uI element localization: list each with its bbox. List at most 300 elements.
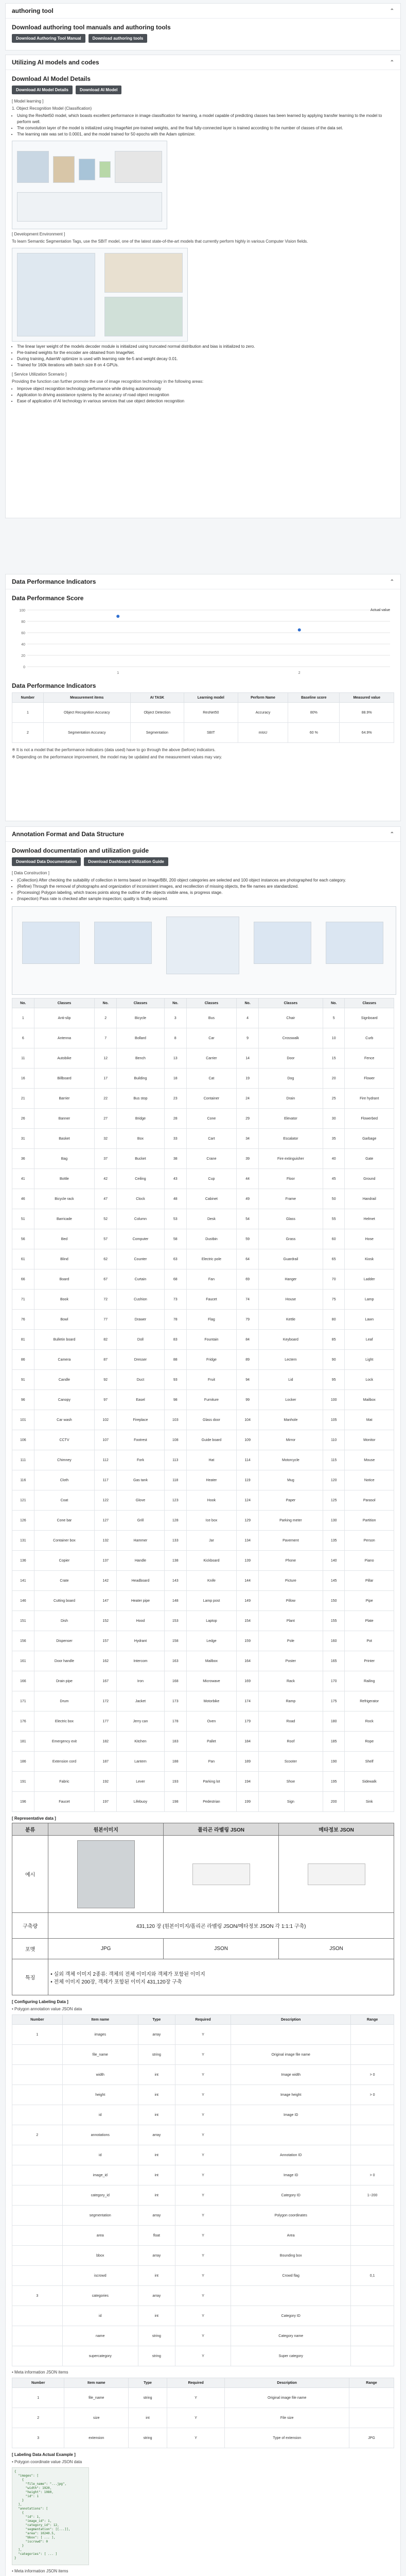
table-cell: 119	[237, 1470, 259, 1490]
table-cell: 102	[95, 1410, 117, 1430]
download-tool-button[interactable]: Download authoring tools	[89, 34, 148, 43]
table-cell: Building	[116, 1069, 164, 1089]
service-head: [ Service Utilization Scenario ]	[12, 372, 67, 377]
table-cell: Bus stop	[116, 1089, 164, 1109]
table-cell: 1~200	[351, 2185, 394, 2206]
table-cell: 2	[12, 2125, 63, 2145]
authoring-tool-header[interactable]	[6, 4, 400, 19]
chevron-up-icon[interactable]: ⌃	[390, 59, 394, 65]
data-point[interactable]	[116, 615, 119, 618]
table-cell: Y	[175, 2105, 231, 2125]
table-cell: Doll	[116, 1330, 164, 1350]
table-cell	[12, 2145, 63, 2165]
table-cell: 58	[164, 1229, 186, 1249]
table-cell: 88	[164, 1350, 186, 1370]
y-tick-label: 80	[21, 620, 25, 624]
download-model-details-button[interactable]: Download AI Model Details	[12, 86, 73, 94]
table-cell: 60 %	[288, 723, 340, 743]
table-cell: 84	[237, 1330, 259, 1350]
amount-value: 431,120 장 (원본이미지/폴리곤 라벨링 JSON/메타정보 JSON 각 1:1:1 구축)	[48, 1913, 394, 1939]
table-cell: 93	[164, 1370, 186, 1390]
table-cell: 54	[237, 1209, 259, 1229]
polygon-row	[12, 2105, 394, 2125]
original-image	[48, 1836, 164, 1913]
table-cell: image_id	[62, 2165, 138, 2185]
table-cell: Kiosk	[345, 1249, 394, 1269]
table-cell: Cart	[186, 1129, 237, 1149]
table-cell: Crate	[34, 1571, 95, 1591]
table-cell: 187	[95, 1752, 117, 1772]
table-cell: Kettle	[258, 1310, 323, 1330]
table-cell: Carrier	[186, 1048, 237, 1069]
table-cell: Mouse	[345, 1450, 394, 1470]
table-cell: Y	[167, 2428, 225, 2448]
class-row	[12, 1149, 394, 1169]
table-cell: Parasol	[345, 1490, 394, 1511]
table-cell: 172	[95, 1691, 117, 1711]
table-cell	[351, 2125, 394, 2145]
table-cell: Roof	[258, 1732, 323, 1752]
table-cell: 189	[237, 1752, 259, 1772]
table-cell: mIoU	[238, 723, 288, 743]
meta-row	[12, 2428, 394, 2448]
table-cell: 51	[12, 1209, 34, 1229]
table-cell: Door handle	[34, 1651, 95, 1671]
table-cell: 184	[237, 1732, 259, 1752]
table-cell: Flowerbed	[345, 1109, 394, 1129]
table-cell: Oven	[186, 1711, 237, 1732]
polygon-row	[12, 2065, 394, 2085]
table-cell: 9	[237, 1028, 259, 1048]
table-cell: Pedestrian	[186, 1792, 237, 1812]
table-cell	[351, 2025, 394, 2045]
table-cell: 140	[323, 1551, 345, 1571]
table-cell: 79	[237, 1310, 259, 1330]
table-cell: 36	[12, 1149, 34, 1169]
class-row	[12, 1370, 394, 1390]
table-cell: 14	[237, 1048, 259, 1069]
table-cell: Grass	[258, 1229, 323, 1249]
table-cell: 181	[12, 1732, 34, 1752]
table-header-cell: Number	[12, 693, 44, 703]
table-cell: 35	[323, 1129, 345, 1149]
table-cell: 170	[323, 1671, 345, 1691]
table-cell: Dish	[34, 1611, 95, 1631]
table-cell: 18	[164, 1069, 186, 1089]
table-cell: 200	[323, 1792, 345, 1812]
table-cell: 6	[12, 1028, 34, 1048]
class-row	[12, 1249, 394, 1269]
table-cell: JPG	[349, 2428, 394, 2448]
table-cell: category_id	[62, 2185, 138, 2206]
table-header-cell: Number	[12, 2378, 64, 2388]
class-row	[12, 1772, 394, 1792]
data-point[interactable]	[298, 629, 301, 632]
class-row	[12, 1511, 394, 1531]
table-cell: 63	[164, 1249, 186, 1269]
table-cell: array	[138, 2286, 175, 2306]
table-cell: 1	[12, 2025, 63, 2045]
table-cell: Pan	[186, 1752, 237, 1772]
table-cell: Container box	[34, 1531, 95, 1551]
table-cell: 1	[12, 2388, 64, 2408]
table-cell: Y	[175, 2266, 231, 2286]
table-cell: Motorbike	[186, 1691, 237, 1711]
score-title: Data Performance Score	[12, 595, 84, 602]
table-cell: Dresser	[116, 1350, 164, 1370]
table-cell: Sign	[258, 1792, 323, 1812]
table-cell: Lock	[345, 1370, 394, 1390]
labeling-head: [ Configuring Labeling Data ]	[12, 1999, 68, 2004]
chevron-up-icon[interactable]: ⌃	[390, 579, 394, 585]
annotation-format-header[interactable]	[6, 827, 400, 842]
meta-json-preview	[279, 1836, 394, 1913]
table-cell: 155	[323, 1611, 345, 1631]
table-cell: 173	[164, 1691, 186, 1711]
table-cell: CCTV	[34, 1430, 95, 1450]
table-cell	[12, 2165, 63, 2185]
table-cell	[351, 2326, 394, 2346]
table-cell	[12, 2226, 63, 2246]
table-cell: Container	[186, 1089, 237, 1109]
table-cell: Sink	[345, 1792, 394, 1812]
amount-label: 구축량	[12, 1913, 48, 1939]
y-tick-label: 0	[23, 666, 25, 669]
table-cell: 67	[95, 1269, 117, 1290]
table-cell: Dustbin	[186, 1229, 237, 1249]
perf-note: ※ Depending on the performance improvement, the model may be updated and the measurement values may vary.	[12, 755, 222, 759]
table-cell: Bucket	[116, 1149, 164, 1169]
class-row	[12, 1350, 394, 1370]
table-cell: Printer	[345, 1651, 394, 1671]
chevron-up-icon[interactable]: ⌃	[390, 831, 394, 837]
table-header-cell: Measured value	[340, 693, 394, 703]
table-cell: Fork	[116, 1450, 164, 1470]
table-cell: 46	[12, 1189, 34, 1209]
table-cell: Shoe	[258, 1772, 323, 1792]
polygon-json-preview	[164, 1836, 279, 1913]
table-cell: Annotation ID	[231, 2145, 351, 2165]
table-cell: 117	[95, 1470, 117, 1490]
table-cell: Microwave	[186, 1671, 237, 1691]
table-cell: Car wash	[34, 1410, 95, 1430]
tool-subtitle: Download authoring tool manuals and authoring tools	[12, 24, 171, 31]
table-cell: Poster	[258, 1651, 323, 1671]
table-cell: Iron	[116, 1671, 164, 1691]
table-cell: Counter	[116, 1249, 164, 1269]
table-cell: 136	[12, 1551, 34, 1571]
table-header-cell: Classes	[34, 998, 95, 1008]
ai-models-section	[5, 55, 401, 518]
table-cell: Rack	[258, 1671, 323, 1691]
meta-head: • Meta information JSON items	[12, 2370, 68, 2375]
table-cell: Garbage	[345, 1129, 394, 1149]
table-cell: Glass	[258, 1209, 323, 1229]
table-cell: 158	[164, 1631, 186, 1651]
list-item: • Improve object recognition technology performance while driving autonomously	[17, 386, 394, 392]
table-cell: 111	[12, 1450, 34, 1470]
dev-env-text: To learn Semantic Segmentation Tags, use the SBIT model, one of the latest state-of-the-art models that currently perform highly in various Computer Vision fields.	[12, 239, 308, 244]
class-row	[12, 1269, 394, 1290]
table-cell: 147	[95, 1591, 117, 1611]
table-cell: 152	[95, 1611, 117, 1631]
table-cell: Original image file name	[225, 2388, 349, 2408]
table-cell: 165	[323, 1651, 345, 1671]
table-cell: Polygon coordinates	[231, 2206, 351, 2226]
table-cell: 68	[164, 1269, 186, 1290]
chevron-up-icon[interactable]: ⌃	[390, 8, 394, 14]
table-cell: File size	[225, 2408, 349, 2428]
class-row	[12, 1571, 394, 1591]
table-header-cell: Classes	[345, 998, 394, 1008]
download-manual-button[interactable]: Download Authoring Tool Manual	[12, 34, 85, 43]
table-cell: Fridge	[186, 1350, 237, 1370]
table-cell: 28	[164, 1109, 186, 1129]
table-cell	[12, 2085, 63, 2105]
class-row	[12, 1410, 394, 1430]
table-cell: 77	[95, 1310, 117, 1330]
table-cell: Cabinet	[186, 1189, 237, 1209]
table-cell: Y	[175, 2226, 231, 2246]
service-bullets	[17, 386, 394, 404]
table-cell: 131	[12, 1531, 34, 1551]
class-row	[12, 1691, 394, 1711]
table-cell	[231, 2025, 351, 2045]
table-cell: Heater pipe	[116, 1591, 164, 1611]
table-cell: Floor	[258, 1169, 323, 1189]
table-cell: 33	[164, 1129, 186, 1149]
table-cell: 167	[95, 1671, 117, 1691]
table-cell: 194	[237, 1772, 259, 1792]
table-cell: 88.9%	[340, 703, 394, 723]
table-header-cell: Classes	[116, 998, 164, 1008]
table-header-cell: No.	[164, 998, 186, 1008]
polygon-row	[12, 2266, 394, 2286]
table-cell: 29	[237, 1109, 259, 1129]
download-documentation-button[interactable]: Download Data Documentation	[12, 857, 81, 866]
table-cell: Hose	[345, 1229, 394, 1249]
table-cell: 1	[12, 703, 44, 723]
table-cell: 154	[237, 1611, 259, 1631]
table-cell: 196	[12, 1792, 34, 1812]
table-cell: Knife	[186, 1571, 237, 1591]
table-header-cell: Type	[138, 2015, 175, 2025]
construction-bullets	[17, 877, 394, 902]
table-cell: 22	[95, 1089, 117, 1109]
table-cell: 4	[237, 1008, 259, 1028]
table-cell: 56	[12, 1229, 34, 1249]
table-cell: Glove	[116, 1490, 164, 1511]
table-cell: Autobike	[34, 1048, 95, 1069]
list-item: • (Processing) Polygon labeling, which traces points along the outline of the objects visible area, is progress stage.	[17, 890, 394, 896]
table-cell: Fruit	[186, 1370, 237, 1390]
polygon-row	[12, 2165, 394, 2185]
model-learning-head: [ Model learning ]	[12, 99, 44, 104]
table-cell: Pipe	[345, 1591, 394, 1611]
class-row	[12, 1169, 394, 1189]
table-cell: Helmet	[345, 1209, 394, 1229]
format-orig: JPG	[48, 1939, 164, 1959]
table-cell	[231, 2286, 351, 2306]
table-cell	[351, 2226, 394, 2246]
table-cell	[351, 2246, 394, 2266]
table-cell: 137	[95, 1551, 117, 1571]
table-header-cell: Classes	[186, 998, 237, 1008]
structure-head: [ Labeling Data Actual Example ]	[12, 2452, 76, 2457]
ai-models-header[interactable]	[6, 55, 400, 70]
table-cell: Handle	[116, 1551, 164, 1571]
table-cell: 47	[95, 1189, 117, 1209]
table-cell: 25	[323, 1089, 345, 1109]
table-cell: 43	[164, 1169, 186, 1189]
table-cell: 195	[323, 1772, 345, 1792]
table-cell: Bicycle	[116, 1008, 164, 1028]
table-cell: Super category	[231, 2346, 351, 2366]
table-cell: Cone bar	[34, 1511, 95, 1531]
table-cell: string	[129, 2388, 167, 2408]
table-cell: 118	[164, 1470, 186, 1490]
class-row	[12, 1651, 394, 1671]
table-cell	[12, 2185, 63, 2206]
table-cell: Emergency exit	[34, 1732, 95, 1752]
table-cell: int	[138, 2145, 175, 2165]
model-architecture-diagram	[12, 141, 166, 228]
table-cell: 185	[323, 1732, 345, 1752]
table-cell: Image height	[231, 2085, 351, 2105]
table-cell: 157	[95, 1631, 117, 1651]
feature-value: • 실외 객체 이미지 2종류: 객체의 전체 이미지와 객체가 포함된 이미지 • 전체 이미지 200장, 객체가 포함된 이미지 431,120장 구축	[48, 1959, 394, 1995]
table-cell: Copier	[34, 1551, 95, 1571]
list-item: • The linear layer weight of the models decoder module is initialized using truncated normal distribution and bias is initialized to zero.	[17, 344, 394, 350]
example-label: 예시	[12, 1836, 48, 1913]
table-cell: Camera	[34, 1350, 95, 1370]
table-cell: Hook	[186, 1490, 237, 1511]
table-header-cell: Classes	[258, 998, 323, 1008]
table-cell: Bulletin board	[34, 1330, 95, 1350]
polygon-table	[12, 2014, 394, 2366]
table-cell: > 0	[351, 2065, 394, 2085]
table-cell: 90	[323, 1350, 345, 1370]
table-cell: 74	[237, 1290, 259, 1310]
class-row	[12, 1631, 394, 1651]
table-cell: 40	[323, 1149, 345, 1169]
table-cell: Hydrant	[116, 1631, 164, 1651]
table-cell: 7	[95, 1028, 117, 1048]
table-cell: ResNet50	[184, 703, 238, 723]
table-cell: Duct	[116, 1370, 164, 1390]
class-row	[12, 1048, 394, 1069]
table-header-cell: Learning model	[184, 693, 238, 703]
table-cell: 34	[237, 1129, 259, 1149]
table-cell: 171	[12, 1691, 34, 1711]
table-cell: Fire hydrant	[345, 1089, 394, 1109]
table-cell: array	[138, 2206, 175, 2226]
table-cell: Mailbox	[345, 1390, 394, 1410]
table-cell: Y	[167, 2388, 225, 2408]
table-cell: Pillar	[345, 1571, 394, 1591]
table-cell: Object Recognition Accuracy	[43, 703, 130, 723]
performance-header[interactable]	[6, 574, 400, 589]
table-cell: Image width	[231, 2065, 351, 2085]
table-cell: Crane	[186, 1149, 237, 1169]
table-cell: Fire extinguisher	[258, 1149, 323, 1169]
class-row	[12, 1109, 394, 1129]
class-row	[12, 1611, 394, 1631]
table-header-cell: Required	[167, 2378, 225, 2388]
table-cell: Extension cord	[34, 1752, 95, 1772]
table-cell	[351, 2145, 394, 2165]
table-cell: Box	[116, 1129, 164, 1149]
table-cell: 26	[12, 1109, 34, 1129]
table-cell: 81	[12, 1330, 34, 1350]
table-cell: 104	[237, 1410, 259, 1430]
table-cell: 44	[237, 1169, 259, 1189]
download-model-button[interactable]: Download AI Model	[76, 86, 121, 94]
table-cell: 64.9%	[340, 723, 394, 743]
table-cell: 100	[323, 1390, 345, 1410]
table-cell: 188	[164, 1752, 186, 1772]
table-cell: Lectern	[258, 1350, 323, 1370]
table-cell: 50	[323, 1189, 345, 1209]
table-cell: int	[138, 2185, 175, 2206]
table-cell: Segmentation Accuracy	[43, 723, 130, 743]
table-cell: 48	[164, 1189, 186, 1209]
table-cell: int	[138, 2306, 175, 2326]
format-label: 포맷	[12, 1939, 48, 1959]
table-cell: Bounding box	[231, 2246, 351, 2266]
table-cell: Jerry can	[116, 1711, 164, 1732]
table-cell: Hanger	[258, 1269, 323, 1290]
download-guide-button[interactable]: Download Dashboard Utilization Guide	[84, 857, 168, 866]
table-cell: Y	[175, 2306, 231, 2326]
table-cell	[12, 2306, 63, 2326]
table-cell: string	[138, 2346, 175, 2366]
table-cell: array	[138, 2246, 175, 2266]
table-cell: 23	[164, 1089, 186, 1109]
table-cell: Bollard	[116, 1028, 164, 1048]
table-cell: Original image file name	[231, 2045, 351, 2065]
table-cell: Footrest	[116, 1430, 164, 1450]
table-cell: supercategory	[62, 2346, 138, 2366]
table-cell: 180	[323, 1711, 345, 1732]
table-cell: Easel	[116, 1390, 164, 1410]
table-cell: Drain pipe	[34, 1671, 95, 1691]
table-cell: Billboard	[34, 1069, 95, 1089]
table-cell: Y	[175, 2246, 231, 2266]
doc-title: Download documentation and utilization guide	[12, 847, 149, 854]
polygon-row	[12, 2226, 394, 2246]
table-cell: 133	[164, 1531, 186, 1551]
table-header-cell: Description	[231, 2015, 351, 2025]
table-cell: 177	[95, 1711, 117, 1732]
class-row	[12, 1209, 394, 1229]
table-cell: 138	[164, 1551, 186, 1571]
table-cell: Computer	[116, 1229, 164, 1249]
table-cell: Flag	[186, 1310, 237, 1330]
table-cell: 2	[95, 1008, 117, 1028]
table-cell: Bag	[34, 1149, 95, 1169]
list-item: • Using the ResNet50 model, which boasts excellent performance in image classification for learning, a model capable of predicting classes has been learned by applying transfer learning to the model to perform well.	[17, 113, 394, 125]
section-title: authoring tool	[12, 7, 54, 14]
construction-head: [ Data Construction ]	[12, 871, 49, 875]
table-cell: string	[129, 2428, 167, 2448]
table-cell: 53	[164, 1209, 186, 1229]
table-cell: Mailbox	[186, 1651, 237, 1671]
table-cell: 27	[95, 1109, 117, 1129]
class-row	[12, 1732, 394, 1752]
table-cell: 95	[323, 1370, 345, 1390]
table-cell: int	[138, 2105, 175, 2125]
